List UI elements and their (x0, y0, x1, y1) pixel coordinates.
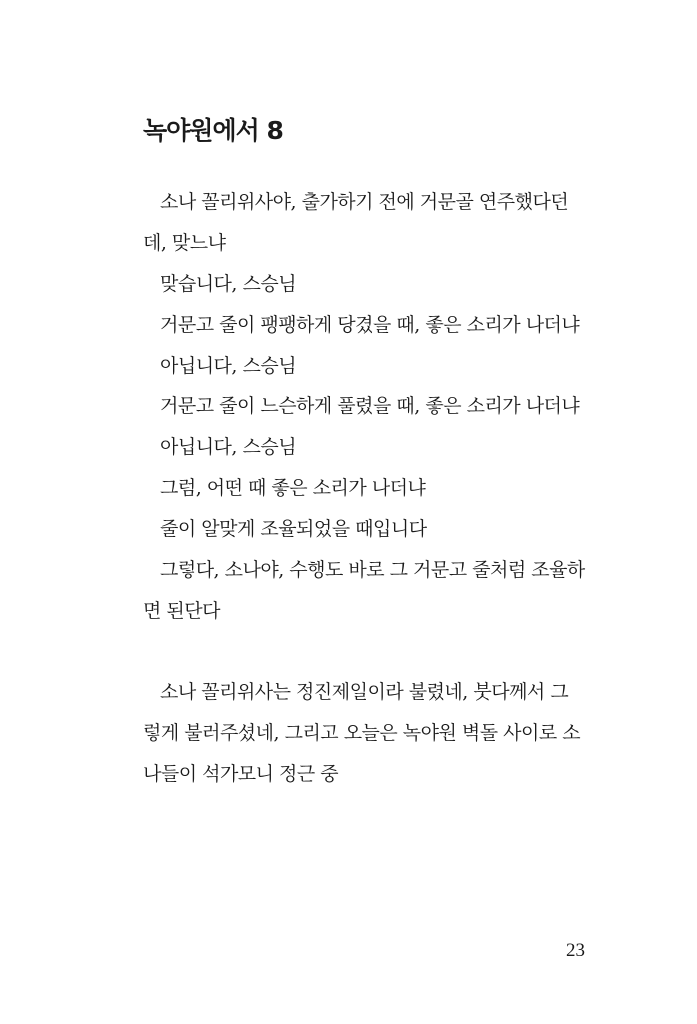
poem-line: 소나 꼴리위사는 정진제일이라 불렸네, 붓다께서 그 (160, 681, 569, 703)
poem-line: 거문고 줄이 팽팽하게 당겼을 때, 좋은 소리가 나더냐 (160, 314, 580, 336)
page-number: 23 (566, 940, 585, 961)
poem-line: 그렇다, 소나야, 수행도 바로 그 거문고 줄처럼 조율하 (160, 559, 585, 581)
poem-line: 그럼, 어떤 때 좋은 소리가 나더냐 (160, 477, 426, 499)
poem-line: 아닙니다, 스승님 (160, 355, 297, 377)
poem-line: 거문고 줄이 느슨하게 풀렸을 때, 좋은 소리가 나더냐 (160, 395, 580, 417)
poem-line: 아닙니다, 스승님 (160, 436, 297, 458)
poem-line: 데, 맞느냐 (143, 232, 226, 254)
poem-line: 면 된단다 (143, 600, 220, 622)
poem-line: 렇게 불러주셨네, 그리고 오늘은 녹야원 벽돌 사이로 소 (143, 722, 581, 744)
poem-title: 녹야원에서 8 (143, 116, 283, 145)
poem-line: 줄이 알맞게 조율되었을 때입니다 (160, 518, 427, 540)
poem-line: 나들이 석가모니 정근 중 (143, 763, 339, 785)
poem-line: 소나 꼴리위사야, 출가하기 전에 거문골 연주했다던 (160, 191, 569, 213)
poem-line: 맞습니다, 스승님 (160, 273, 297, 295)
